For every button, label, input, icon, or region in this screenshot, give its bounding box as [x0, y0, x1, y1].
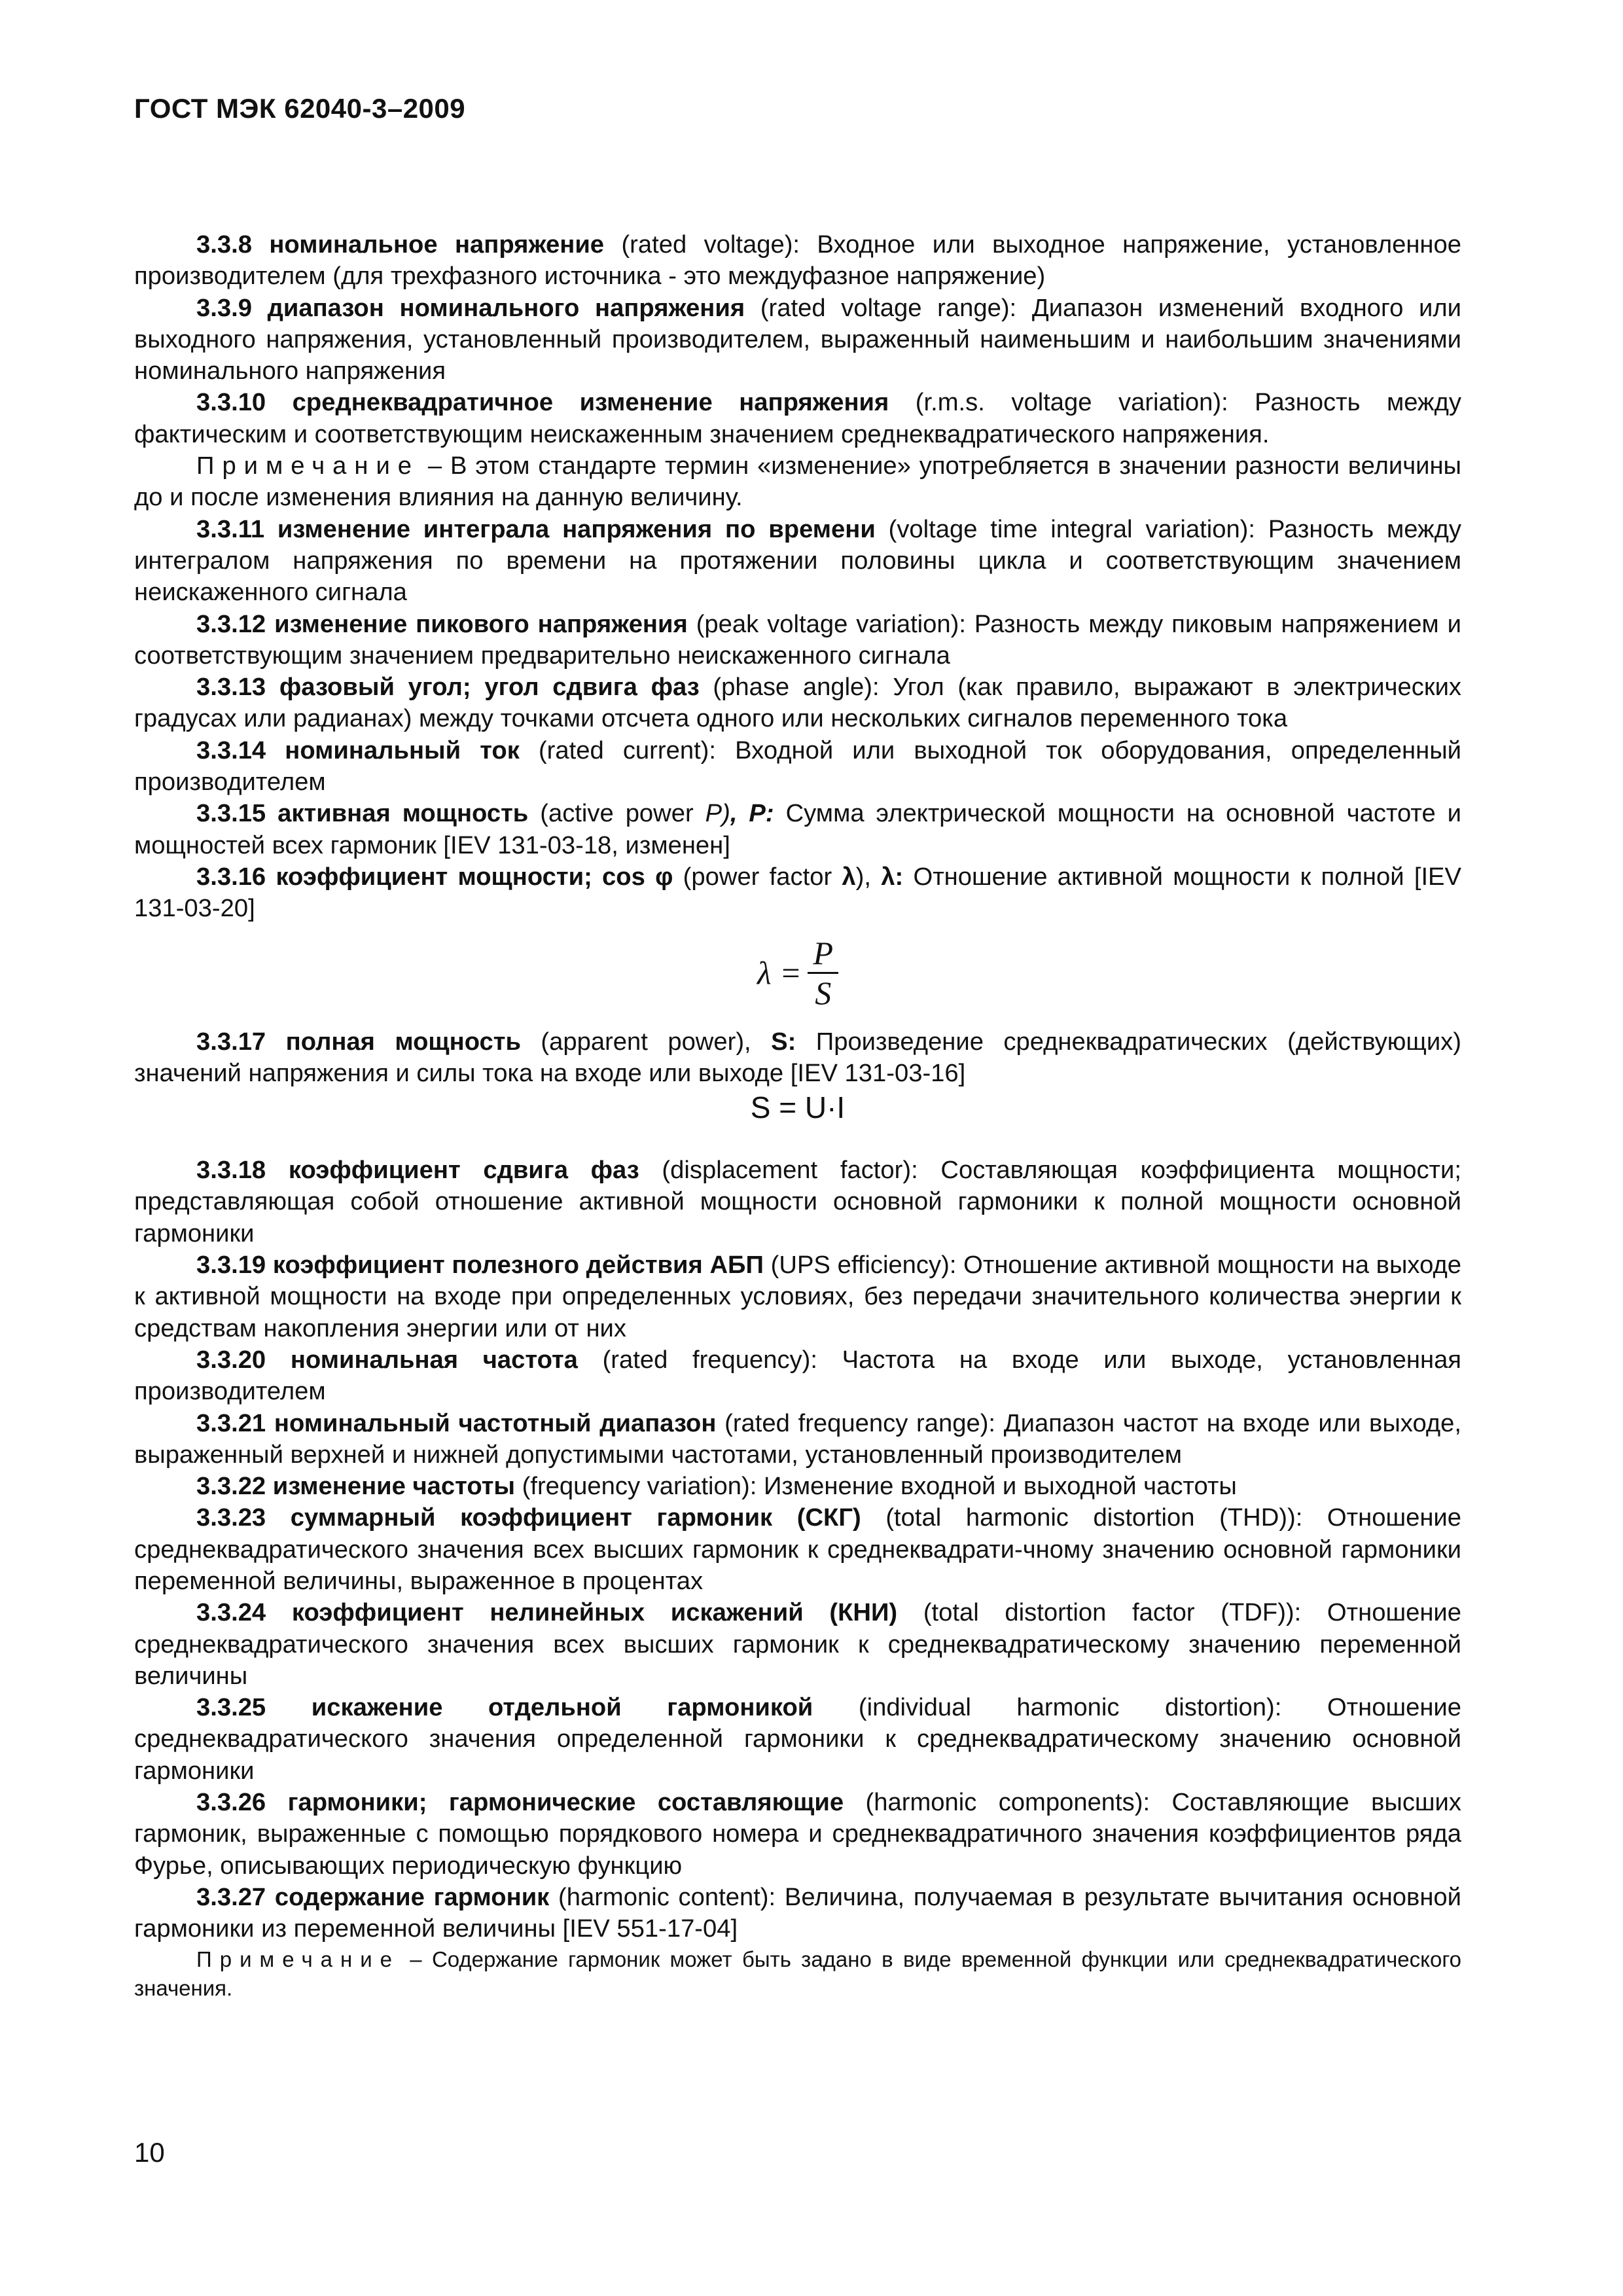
term-3-3-22 [134, 1471, 1461, 1502]
term-title: гармоники; гармонические составляющие [287, 1788, 844, 1817]
term-definition: (individual harmonic distortion): Отношение среднеквадратического значения определенной гармоники к среднеквадратическому значению основной гармоники [134, 1693, 1461, 1785]
term-title: искажение отдельной гармоникой [311, 1693, 813, 1722]
term-title: полная мощность [285, 1027, 521, 1056]
term-definition: (harmonic components): Составляющие высших гармоник, выраженные с помощью порядкового номера и среднеквадратичного значения коэффициентов ряда Фурье, описывающих периодическую функцию [134, 1788, 1461, 1880]
term-definition: (total harmonic distortion (THD)): Отношение среднеквадратического значения всех высших гармоник к среднеквадрати-чному значению основной гармоники переменной величины, выраженное в процентах [134, 1503, 1461, 1595]
term-definition: Отношение активной мощности к полной [IEV 131-03-20] [134, 862, 1461, 923]
term-definition: (harmonic content): Величина, получаемая в результате вычитания основной гармоники из переменной величины [IEV 551-17-04] [134, 1882, 1461, 1943]
document-header: ГОСТ МЭК 62040-3–2009 [134, 93, 466, 124]
term-3-3-25 [134, 1692, 1461, 1787]
term-3-3-21 [134, 1408, 1461, 1471]
term-number: 3.3.22 [196, 1472, 266, 1501]
term-definition: (rated frequency range): Диапазон частот на входе или выходе, выраженный верхней и нижней допустимыми частотами, установленный производителем [134, 1408, 1461, 1469]
term-definition: Сумма электрической мощности на основной частоте и мощностей всех гармоник [IEV 131-03-18, изменен] [134, 799, 1462, 859]
term-title: коэффициент мощности; cos φ [276, 862, 673, 891]
term-number: 3.3.16 [196, 862, 266, 891]
term-title: диапазон номинального напряжения [267, 293, 745, 322]
term-3-3-13 [134, 672, 1461, 735]
term-number: 3.3.14 [196, 736, 266, 764]
note-text: – Содержание гармоник может быть задано в виде временной функции или среднеквадратического значения. [134, 1946, 1461, 2000]
term-3-3-12 [134, 609, 1461, 672]
term-title: изменение частоты [272, 1472, 516, 1501]
term-3-3-11 [134, 514, 1461, 609]
document-body [134, 229, 1461, 2003]
term-3-3-20 [134, 1344, 1461, 1408]
term-definition: (rated frequency): Частота на входе или выходе, установленная производителем [134, 1345, 1461, 1406]
term-definition: (frequency variation): Изменение входной и выходной частоты [515, 1472, 1237, 1501]
term-3-3-19 [134, 1249, 1461, 1344]
term-definition: (displacement factor): Составляющая коэффициента мощности; представляющая собой отношение активной мощности основной гармоники к полной мощности основной гармоники [134, 1156, 1461, 1247]
term-title: номинальный частотный диапазон [274, 1408, 717, 1437]
term-title: коэффициент сдвига фаз [288, 1156, 639, 1185]
term-number: 3.3.25 [196, 1693, 266, 1722]
term-3-3-14 [134, 735, 1461, 798]
term-title: фазовый угол; угол сдвига фаз [279, 673, 700, 702]
term-punct: ), [855, 862, 882, 891]
power-factor-formula [134, 934, 1461, 1012]
note-2 [134, 1945, 1461, 2003]
term-number: 3.3.21 [196, 1408, 266, 1437]
term-3-3-18 [134, 1155, 1461, 1249]
term-symbol: λ [842, 862, 856, 891]
term-definition: (peak voltage variation): Разность между пиковым напряжением и соответствующим значением предварительно неискаженного сигнала [134, 609, 1461, 670]
term-3-3-8 [134, 229, 1461, 293]
note-text: – В этом стандарте термин «изменение» употребляется в значении разности величины до и после изменения влияния на данную величину. [134, 452, 1461, 512]
term-english: (apparent power), [520, 1027, 772, 1056]
term-number: 3.3.13 [196, 673, 266, 702]
term-3-3-23 [134, 1502, 1461, 1597]
term-title: изменение пикового напряжения [274, 609, 688, 638]
note-label: Примечание [196, 452, 420, 480]
term-number: 3.3.18 [196, 1156, 266, 1185]
term-definition: (total distortion factor (TDF)): Отношение среднеквадратического значения всех высших гармоник к среднеквадратическому значению переменной величины [134, 1598, 1461, 1690]
note-label: Примечание [196, 1946, 401, 1971]
formula-lhs: λ = [757, 954, 802, 991]
term-english: (power factor [673, 862, 842, 891]
term-3-3-17 [134, 1026, 1461, 1090]
apparent-power-formula: S = U·I [750, 1090, 846, 1125]
term-number: 3.3.10 [196, 388, 266, 417]
term-number: 3.3.17 [196, 1027, 266, 1056]
term-title: активная мощность [277, 799, 529, 828]
term-title: содержание гармоник [274, 1882, 550, 1911]
term-number: 3.3.11 [196, 514, 265, 543]
term-definition: (r.m.s. voltage variation): Разность между фактическим и соответствующим неискаженным значением среднеквадратического напряжения. [134, 388, 1461, 448]
term-number: 3.3.8 [196, 230, 252, 259]
term-3-3-9 [134, 293, 1461, 387]
term-3-3-26 [134, 1787, 1461, 1882]
term-3-3-27 [134, 1882, 1461, 1945]
term-definition: Произведение среднеквадратических (действующих) значений напряжения и силы тока на входе или выходе [IEV 131-03-16] [134, 1027, 1461, 1087]
term-3-3-15 [134, 798, 1461, 861]
term-number: 3.3.19 [196, 1251, 266, 1280]
term-3-3-16 [134, 861, 1461, 925]
term-definition: (rated voltage range): Диапазон изменений входного или выходного напряжения, установленный производителем, выраженный наименьшим и наибольшим значениями номинального напряжения [134, 293, 1461, 386]
term-definition: (UPS efficiency): Отношение активной мощности на выходе к активной мощности на входе при определенных условиях, без передачи значительного количества энергии к средствам накопления энергии или от них [134, 1251, 1461, 1342]
term-number: 3.3.26 [196, 1788, 266, 1817]
term-definition: (voltage time integral variation): Разность между интегралом напряжения по времени на протяжении половины цикла и соответствующим значением неискаженного сигнала [134, 514, 1461, 607]
note-1 [134, 450, 1461, 514]
term-definition: (phase angle): Угол (как правило, выражают в электрических градусах или радианах) между точками отсчета одного или нескольких сигналов переменного тока [134, 673, 1461, 733]
term-title: изменение интеграла напряжения по времени [277, 514, 876, 543]
page-number: 10 [134, 2137, 165, 2168]
term-3-3-10 [134, 387, 1461, 450]
term-definition: (rated voltage): Входное или выходное напряжение, установленное производителем (для трехфазного источника - это междуфазное напряжение) [134, 230, 1461, 291]
term-title: коэффициент нелинейных искажений (КНИ) [291, 1598, 898, 1627]
term-number: 3.3.15 [196, 799, 266, 828]
term-number: 3.3.12 [196, 609, 266, 638]
term-number: 3.3.27 [196, 1882, 266, 1911]
term-definition: (rated current): Входной или выходной ток оборудования, определенный производителем [134, 736, 1461, 797]
term-number: 3.3.9 [196, 293, 252, 322]
term-title: номинальный ток [285, 736, 520, 764]
term-title: суммарный коэффициент гармоник (СКГ) [290, 1503, 861, 1532]
term-symbol: S: [771, 1027, 796, 1056]
term-3-3-24 [134, 1597, 1461, 1692]
term-english: (active power [528, 799, 705, 828]
term-number: 3.3.20 [196, 1345, 266, 1374]
term-symbol: P) [705, 799, 730, 828]
formula-fraction [808, 934, 838, 1012]
formula-numerator: P [808, 934, 838, 974]
term-number: 3.3.24 [196, 1598, 266, 1627]
formula-denominator: S [815, 974, 832, 1011]
term-symbol-bold: , P: [730, 799, 774, 828]
term-title: номинальное напряжение [269, 230, 605, 259]
term-number: 3.3.23 [196, 1503, 266, 1532]
term-title: номинальная частота [290, 1345, 578, 1374]
term-title: среднеквадратичное изменение напряжения [292, 388, 889, 417]
term-title: коэффициент полезного действия АБП [272, 1251, 764, 1280]
term-symbol-bold: λ: [881, 862, 904, 891]
